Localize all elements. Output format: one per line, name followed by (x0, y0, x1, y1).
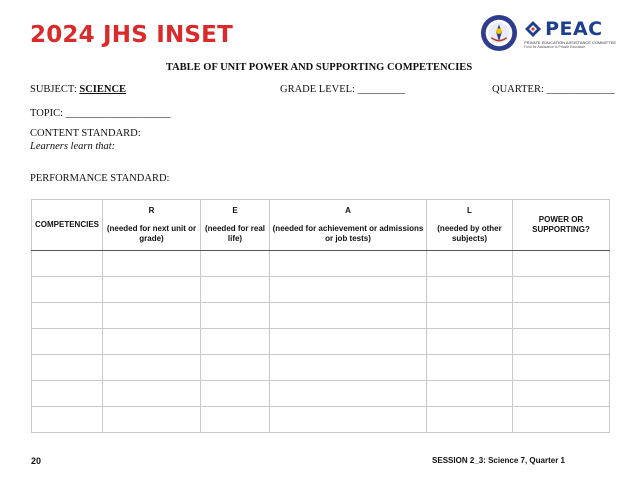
subject-value: SCIENCE (79, 84, 127, 95)
page-number: 20 (31, 456, 42, 466)
table-cell[interactable] (103, 303, 201, 329)
table-cell[interactable] (103, 251, 201, 277)
subject-label: SUBJECT: (30, 84, 77, 95)
table-cell[interactable] (270, 303, 427, 329)
table-cell[interactable] (32, 251, 103, 277)
table-cell[interactable] (201, 329, 270, 355)
table-cell[interactable] (513, 303, 610, 329)
table-cell[interactable] (32, 303, 103, 329)
table-cell[interactable] (103, 277, 201, 303)
peac-wordmark: PEAC (545, 17, 603, 40)
table-cell[interactable] (201, 303, 270, 329)
header-l: L (needed by other subjects) (427, 200, 513, 251)
table-cell[interactable] (513, 251, 610, 277)
table-cell[interactable] (513, 381, 610, 407)
topic-field: TOPIC: ____________________ (30, 108, 171, 119)
document-title: TABLE OF UNIT POWER AND SUPPORTING COMPETENCIES (165, 62, 473, 73)
table-body (32, 251, 610, 433)
table-cell[interactable] (201, 407, 270, 433)
table-header-row (32, 200, 610, 251)
table-row (32, 251, 610, 277)
table-row (32, 355, 610, 381)
peac-logo (524, 18, 616, 49)
table-cell[interactable] (513, 355, 610, 381)
table-cell[interactable] (201, 277, 270, 303)
performance-standard-label: PERFORMANCE STANDARD: (30, 173, 170, 184)
brand-title: 2024 JHS INSET (30, 22, 233, 48)
table-cell[interactable] (201, 251, 270, 277)
table-row (32, 303, 610, 329)
table-cell[interactable] (427, 329, 513, 355)
table-cell[interactable] (270, 251, 427, 277)
table-cell[interactable] (270, 277, 427, 303)
table-cell[interactable] (201, 355, 270, 381)
table-cell[interactable] (270, 355, 427, 381)
table-cell[interactable] (32, 407, 103, 433)
table-row (32, 329, 610, 355)
header-a: A (needed for achievement or admissions or job tests) (270, 200, 427, 251)
grade-level-field: GRADE LEVEL: _________ (280, 84, 405, 95)
table-cell[interactable] (32, 355, 103, 381)
peac-subtitle-2: Fund for Assistance to Private Education (524, 44, 586, 49)
table-cell[interactable] (427, 381, 513, 407)
table-cell[interactable] (427, 277, 513, 303)
table-row (32, 277, 610, 303)
table-cell[interactable] (270, 329, 427, 355)
header-e: E (needed for real life) (201, 200, 270, 251)
table-cell[interactable] (427, 303, 513, 329)
header-r: R (needed for next unit or grade) (103, 200, 201, 251)
table-cell[interactable] (513, 277, 610, 303)
peac-diamond-icon (524, 20, 542, 38)
table-cell[interactable] (513, 329, 610, 355)
content-standard-label: CONTENT STANDARD: (30, 128, 141, 139)
table-cell[interactable] (32, 277, 103, 303)
table-cell[interactable] (103, 381, 201, 407)
header-competencies: COMPETENCIES (32, 200, 103, 251)
quarter-field: QUARTER: _____________ (492, 84, 615, 95)
table-cell[interactable] (201, 381, 270, 407)
table-cell[interactable] (32, 329, 103, 355)
table-cell[interactable] (270, 407, 427, 433)
header-power-or-supporting: POWER OR SUPPORTING? (513, 200, 610, 251)
subject-line (30, 84, 126, 95)
table-cell[interactable] (32, 381, 103, 407)
logo-group (480, 14, 616, 52)
table-cell[interactable] (427, 355, 513, 381)
deped-seal-logo (480, 14, 518, 52)
table-cell[interactable] (270, 381, 427, 407)
table-cell[interactable] (103, 329, 201, 355)
table-row (32, 407, 610, 433)
table-cell[interactable] (103, 407, 201, 433)
peac-subtitle: PRIVATE EDUCATION ASSISTANCE COMMITTEE (524, 39, 616, 45)
learners-text: Learners learn that: (30, 141, 116, 152)
session-label: SESSION 2_3: Science 7, Quarter 1 (432, 456, 565, 465)
table-cell[interactable] (513, 407, 610, 433)
table-cell[interactable] (103, 355, 201, 381)
table-cell[interactable] (427, 251, 513, 277)
table-cell[interactable] (427, 407, 513, 433)
table-row (32, 381, 610, 407)
competencies-table (31, 199, 610, 433)
